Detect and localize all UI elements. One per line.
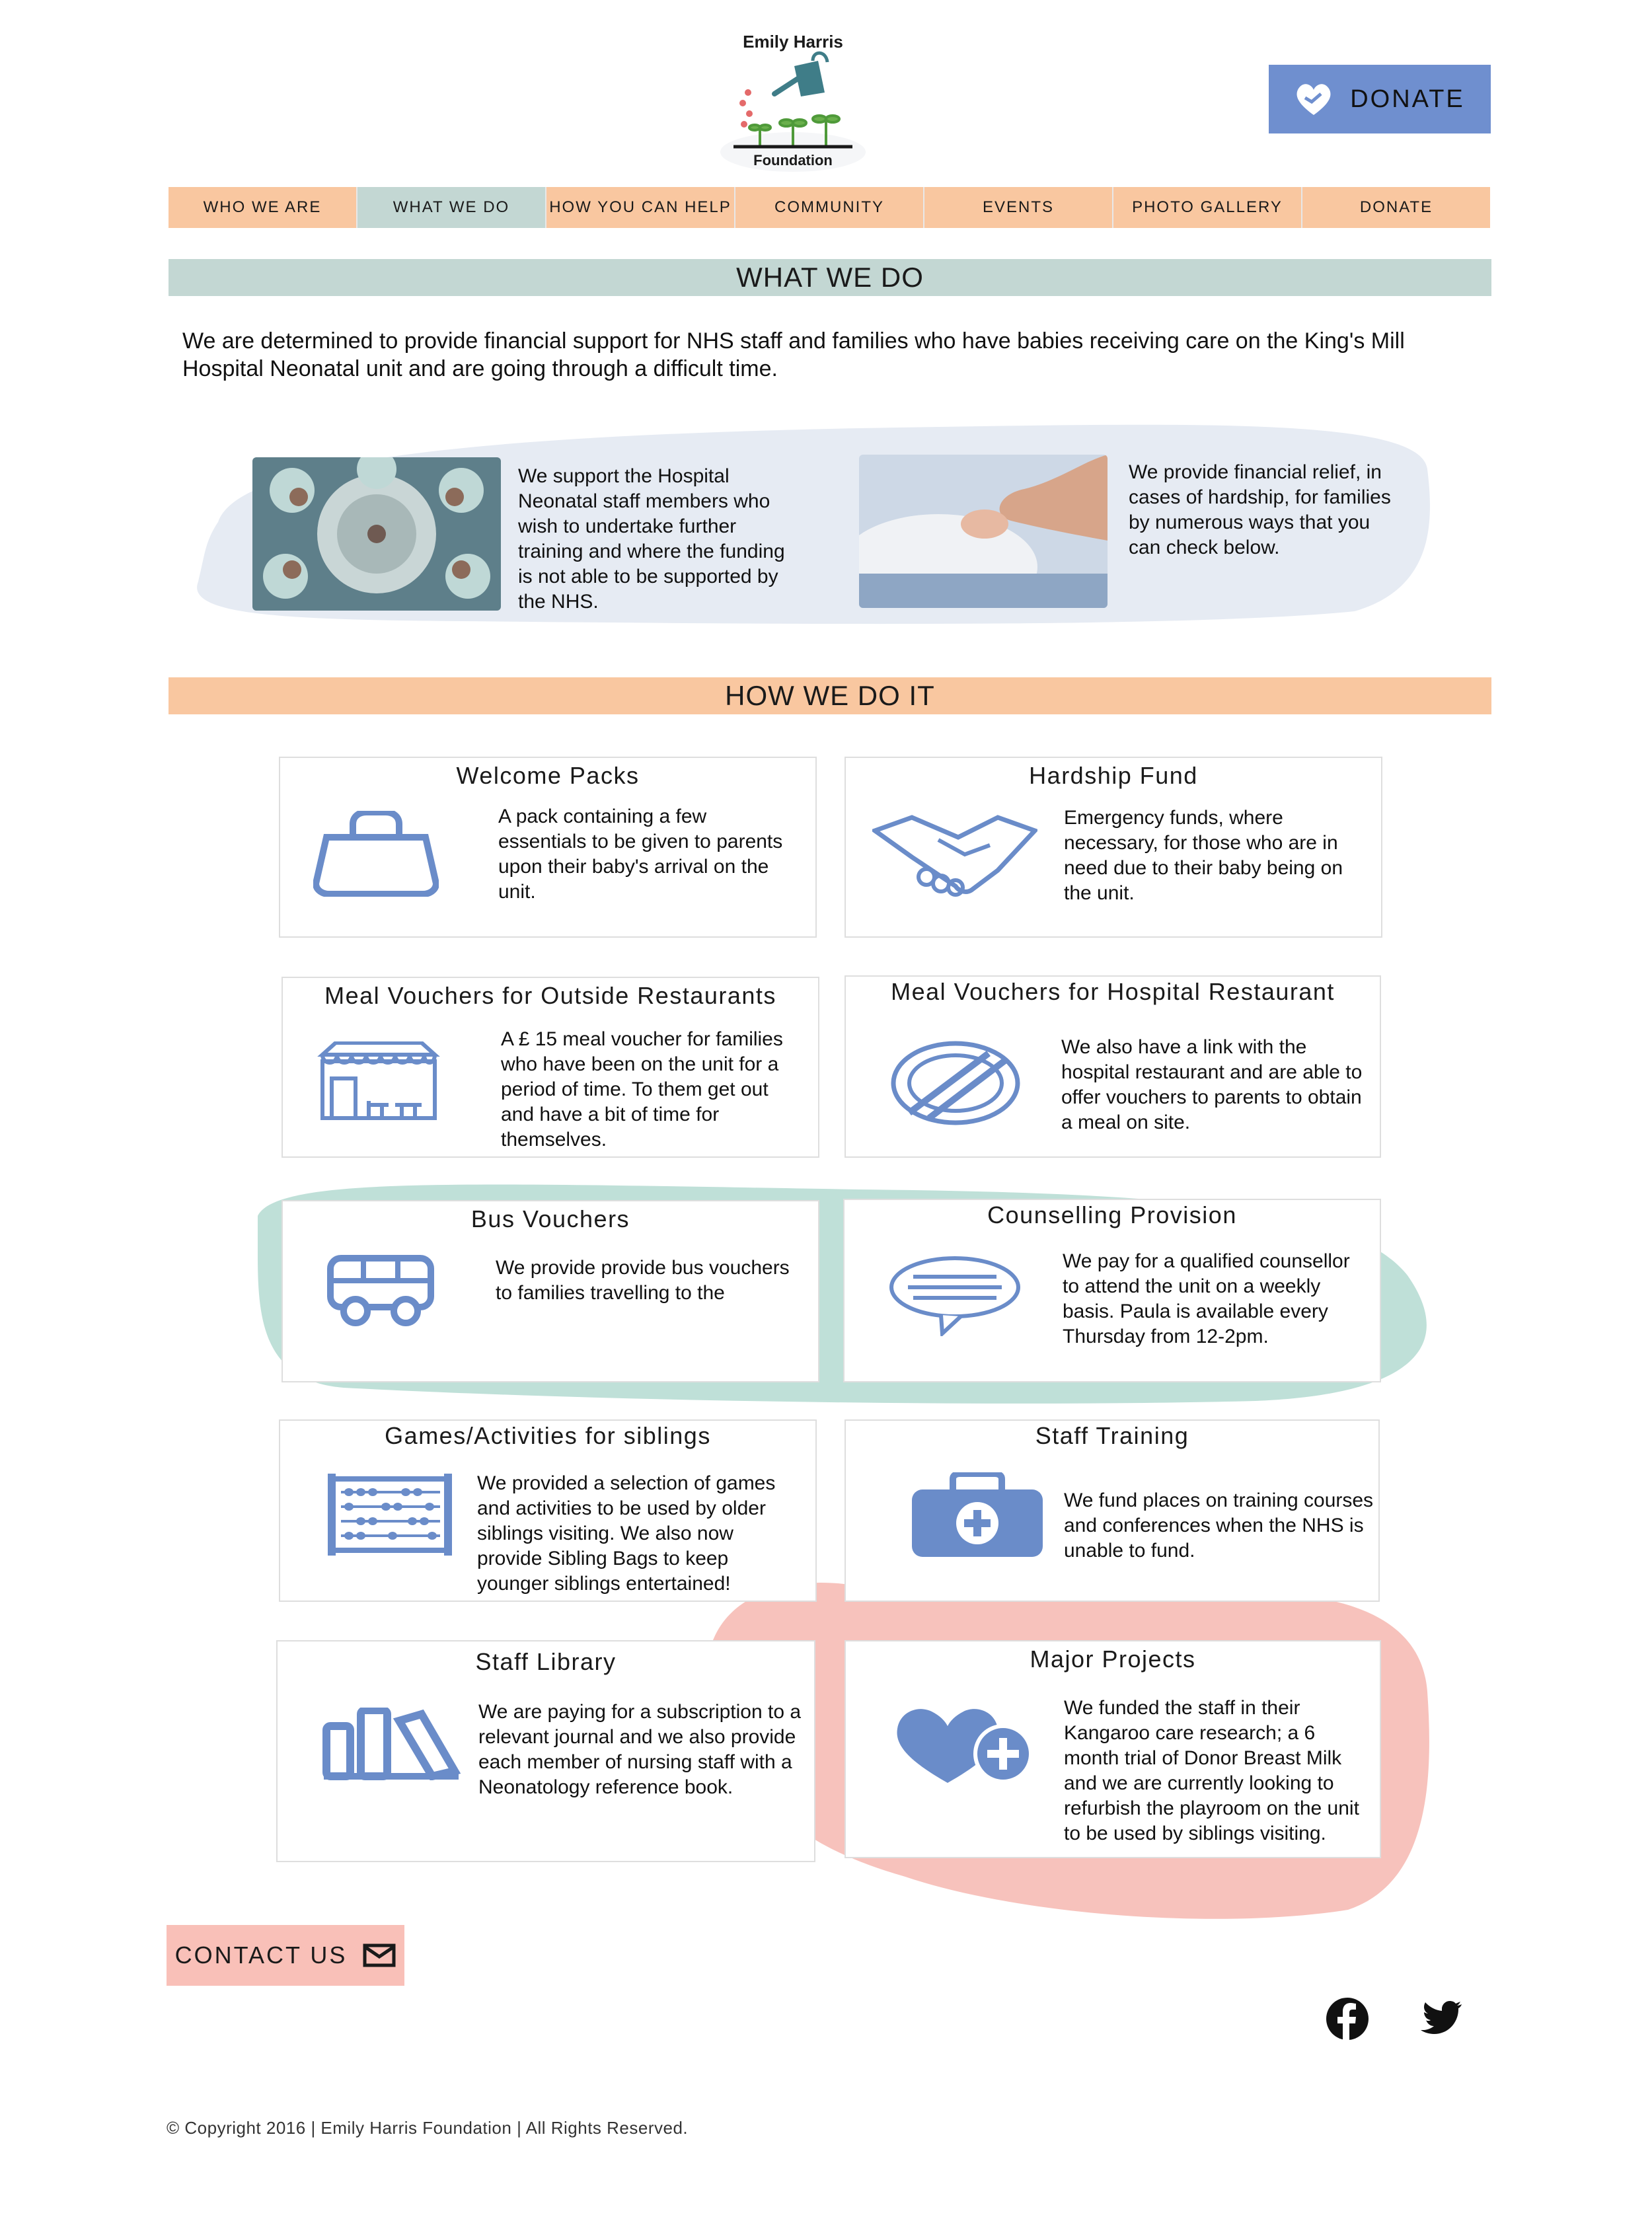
envelope-icon (363, 1943, 396, 1967)
card-counselling-provision (843, 1199, 1381, 1382)
heart-plus-icon (895, 1705, 1040, 1784)
hearts-decoration (739, 89, 753, 128)
facebook-icon[interactable] (1326, 1997, 1369, 2041)
card-bus-vouchers (282, 1200, 819, 1382)
nav-item-donate[interactable]: DONATE (1302, 187, 1490, 228)
watering-can-icon (774, 53, 827, 96)
card-meal-vouchers-outside (282, 977, 819, 1158)
card-title: Games/Activities for siblings (385, 1422, 711, 1449)
card-title: Meal Vouchers for Outside Restaurants (324, 982, 776, 1009)
card-text: Emergency funds, where necessary, for those who are in need due to their baby being on the unit. (1064, 807, 1343, 904)
card-title: Bus Vouchers (470, 1205, 630, 1232)
card-text: We provide provide bus vouchers to families travelling to the (496, 1257, 790, 1304)
logo-subtitle-text: Foundation (753, 152, 833, 169)
donate-button[interactable] (1269, 65, 1491, 133)
section-heading-what-we-do: WHAT WE DO (169, 259, 1491, 296)
card-text: A £ 15 meal voucher for families who have been on the unit for a period of time. To them get out and have a bit of time for themselves. (501, 1028, 783, 1150)
donate-button-label: DONATE (1350, 85, 1465, 113)
card-staff-training (845, 1419, 1380, 1602)
contact-us-label: CONTACT US (174, 1941, 348, 1969)
intro-paragraph: We are determined to provide financial support for NHS staff and families who have babies receiving care on the King's Mill Hospital Neonatal unit and are going through a difficult time. (182, 328, 1405, 381)
card-title: Staff Training (1035, 1422, 1189, 1449)
nav-item-photo-gallery[interactable]: PHOTO GALLERY (1113, 187, 1302, 228)
card-welcome-packs (279, 757, 817, 938)
support-text-hardship: We provide financial relief, in cases of hardship, for families by numerous ways that you can check below. (1129, 461, 1391, 558)
bag-icon (313, 811, 439, 897)
card-title: Staff Library (475, 1648, 617, 1675)
support-text-training: We support the Hospital Neonatal staff members who wish to undertake further training and where the funding is not able to be supported by the NHS. (518, 465, 785, 613)
card-text: We funded the staff in their Kangaroo care research; a 6 month trial of Donor Breast Milk and we are currently looking to refurbish the playroom on the unit to be used by siblings visiting. (1064, 1697, 1359, 1844)
nav-item-events[interactable]: EVENTS (924, 187, 1113, 228)
books-icon (322, 1708, 461, 1780)
card-title: Major Projects (1030, 1645, 1196, 1673)
speech-bubble-icon (888, 1254, 1022, 1336)
section-heading-how-we-do-it: HOW WE DO IT (169, 677, 1491, 714)
card-staff-library (276, 1640, 815, 1862)
card-title: Meal Vouchers for Hospital Restaurant (891, 978, 1335, 1005)
medical-kit-icon (911, 1472, 1044, 1558)
abacus-icon (326, 1472, 453, 1557)
plate-icon (889, 1040, 1022, 1126)
contact-us-button[interactable] (167, 1925, 404, 1986)
card-games-activities (279, 1419, 817, 1602)
card-text: We fund places on training courses and conferences when the NHS is unable to fund. (1064, 1489, 1374, 1562)
card-title: Hardship Fund (1029, 762, 1198, 789)
nav-item-what-we-do[interactable]: WHAT WE DO (357, 187, 546, 228)
baby-hand-photo (859, 455, 1108, 608)
card-text: We provided a selection of games and activities to be used by older siblings visiting. We also now provide Sibling Bags to keep younger siblings entertained! (477, 1472, 776, 1595)
foundation-logo[interactable] (714, 20, 872, 178)
card-hardship-fund (845, 757, 1382, 938)
card-text: We are paying for a subscription to a relevant journal and we also provide each member of nursing staff with a Neonatology reference book. (478, 1701, 802, 1798)
twitter-icon[interactable] (1421, 2000, 1463, 2037)
nav-item-who-we-are[interactable]: WHO WE ARE (169, 187, 357, 228)
storefront-icon (316, 1041, 441, 1121)
card-major-projects (845, 1640, 1381, 1858)
surgeons-photo (252, 457, 501, 611)
card-meal-vouchers-hospital (845, 975, 1381, 1158)
bus-icon (326, 1254, 435, 1328)
card-title: Welcome Packs (456, 762, 640, 789)
heart-hands-icon (1295, 82, 1333, 116)
card-text: We pay for a qualified counsellor to attend the unit on a weekly basis. Paula is available every Thursday from 12-2pm. (1063, 1250, 1350, 1347)
main-navigation (169, 187, 1490, 228)
logo-title-text: Emily Harris (743, 32, 843, 52)
card-title: Counselling Provision (987, 1201, 1237, 1228)
nav-item-how-you-can-help[interactable]: HOW YOU CAN HELP (546, 187, 735, 228)
card-text: We also have a link with the hospital restaurant and are able to offer vouchers to parents to obtain a meal on site. (1061, 1036, 1363, 1133)
card-text: A pack containing a few essentials to be given to parents upon their baby's arrival on the unit. (498, 806, 783, 903)
footer-copyright: © Copyright 2016 | Emily Harris Foundation | All Rights Reserved. (167, 2118, 689, 2138)
nav-item-community[interactable]: COMMUNITY (735, 187, 924, 228)
handshake-icon (872, 811, 1037, 897)
